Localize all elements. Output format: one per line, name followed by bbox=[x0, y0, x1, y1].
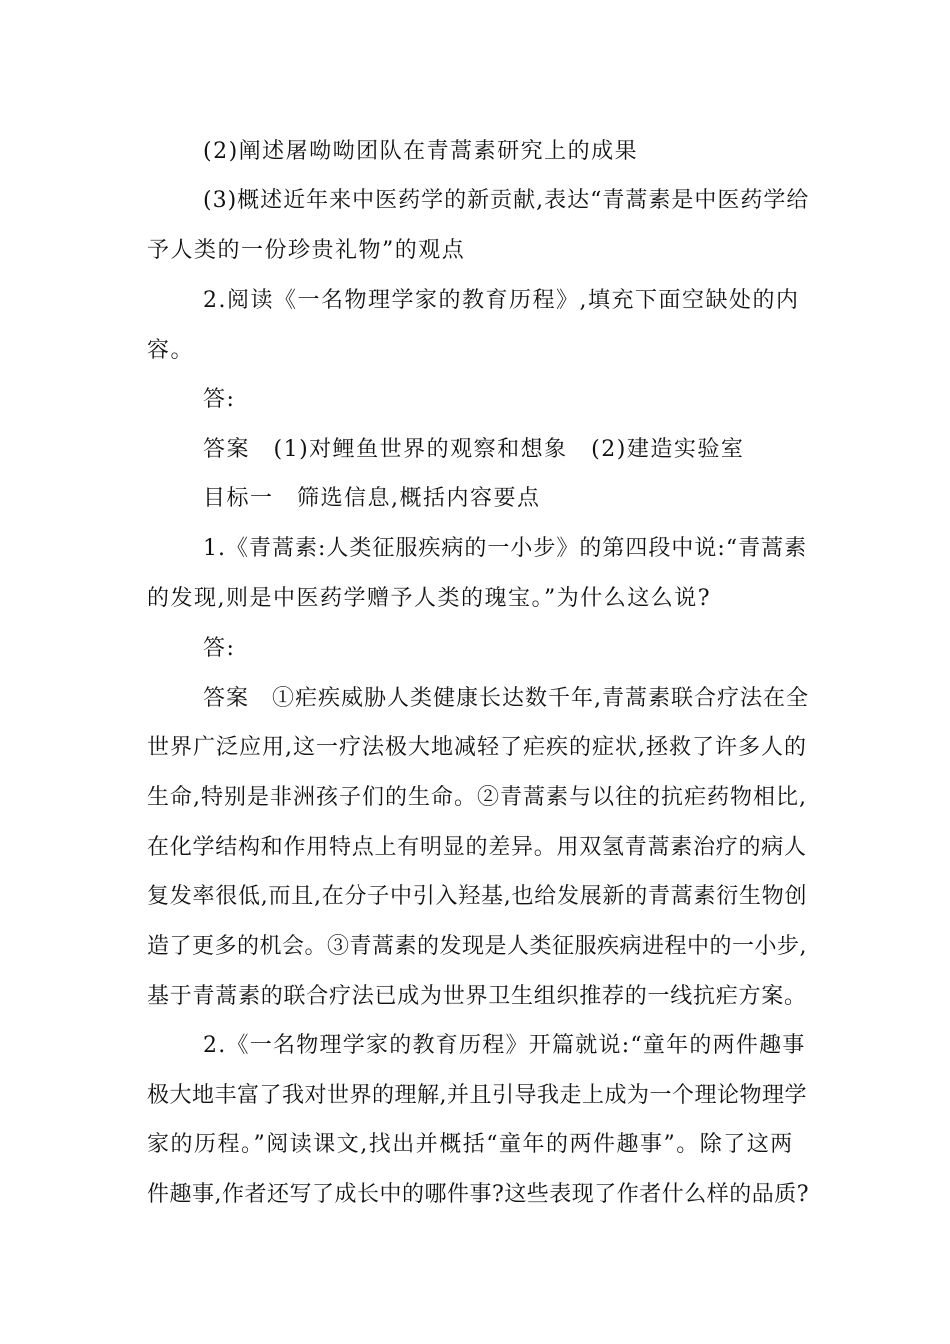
answer-label: 答: bbox=[203, 636, 236, 661]
text-line: 2.阅读《一名物理学家的教育历程》,填充下面空缺处的内 bbox=[203, 288, 800, 313]
question-text: 2.《一名物理学家的教育历程》开篇就说:“童年的两件趣事 bbox=[203, 1033, 806, 1058]
question-text: 家的历程。”阅读课文,找出并概括“童年的两件趣事”。除了这两 bbox=[147, 1132, 794, 1157]
answer-text: 世界广泛应用,这一疗法极大地减轻了疟疾的症状,拯救了许多人的 bbox=[147, 735, 807, 760]
answer-text: 在化学结构和作用特点上有明显的差异。用双氢青蒿素治疗的病人 bbox=[147, 835, 807, 860]
text-line: 容。 bbox=[147, 338, 195, 363]
text-line: (2)阐述屠呦呦团队在青蒿素研究上的成果 bbox=[203, 139, 639, 164]
answer-text: 复发率很低,而且,在分子中引入羟基,也给发展新的青蒿素衍生物创 bbox=[147, 884, 808, 909]
question-text: 的发现,则是中医药学赠予人类的瑰宝。”为什么这么说? bbox=[147, 586, 712, 611]
answer-text: 造了更多的机会。③青蒿素的发现是人类征服疾病进程中的一小步, bbox=[147, 934, 807, 959]
answer-text: 基于青蒿素的联合疗法已成为世界卫生组织推荐的一线抗疟方案。 bbox=[147, 984, 807, 1009]
answer-text: 答案 ①疟疾威胁人类健康长达数千年,青蒿素联合疗法在全 bbox=[203, 686, 809, 711]
question-text: 1.《青蒿素:人类征服疾病的一小步》的第四段中说:“青蒿素 bbox=[203, 536, 808, 561]
question-text: 极大地丰富了我对世界的理解,并且引导我走上成为一个理论物理学 bbox=[147, 1083, 807, 1108]
question-text: 件趣事,作者还写了成长中的哪件事?这些表现了作者什么样的品质? bbox=[147, 1182, 810, 1207]
answer-text: 答案 (1)对鲤鱼世界的观察和想象 (2)建造实验室 bbox=[203, 437, 745, 462]
section-heading: 目标一 筛选信息,概括内容要点 bbox=[203, 486, 541, 511]
answer-text: 生命,特别是非洲孩子们的生命。②青蒿素与以往的抗疟药物相比, bbox=[147, 785, 807, 810]
text-line: (3)概述近年来中医药学的新贡献,表达“青蒿素是中医药学给 bbox=[203, 188, 810, 213]
answer-label: 答: bbox=[203, 387, 236, 412]
text-line: 予人类的一份珍贵礼物”的观点 bbox=[147, 238, 466, 263]
